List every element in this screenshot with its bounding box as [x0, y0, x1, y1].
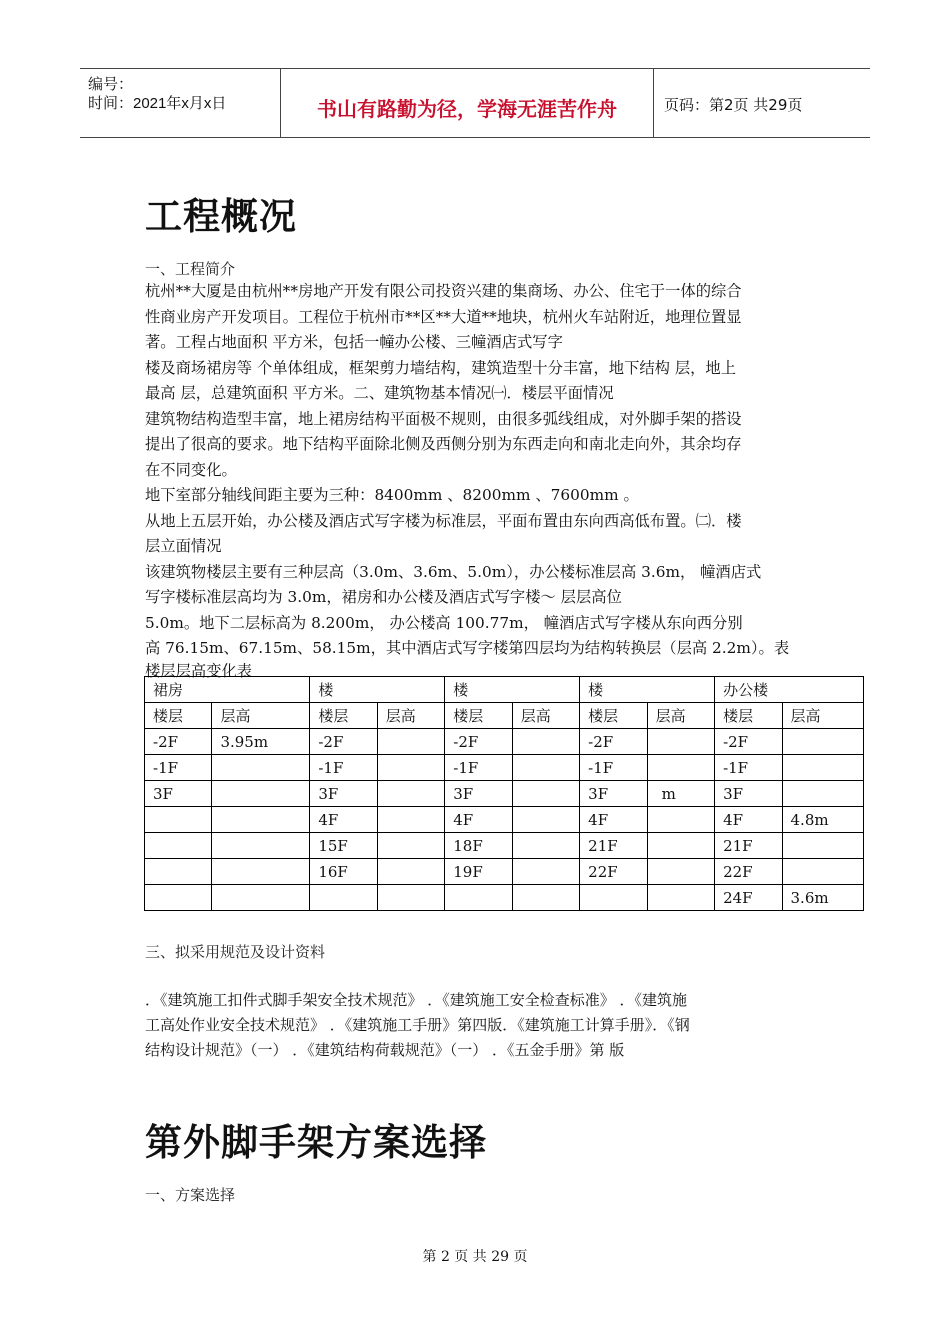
body-line: 著。工程占地面积 平方米，包括一幢办公楼、三幢酒店式写字	[145, 333, 563, 351]
table-cell	[647, 885, 714, 911]
table-group-header: 楼	[580, 677, 715, 703]
table-cell	[377, 729, 444, 755]
table-cell: 18F	[445, 833, 512, 859]
table-cell: -2F	[580, 729, 647, 755]
table-cell: 3F	[445, 781, 512, 807]
table-cell	[512, 755, 579, 781]
table-cell: -1F	[310, 755, 377, 781]
table-subheader: 楼层	[145, 703, 212, 729]
table-subheader: 层高	[782, 703, 863, 729]
table-row	[145, 729, 864, 755]
table-cell	[212, 859, 310, 885]
table-cell	[512, 729, 579, 755]
table-cell: 3.95m	[212, 729, 310, 755]
body-line: 地下室部分轴线间距主要为三种：8400mm 、8200mm 、7600mm 。	[145, 486, 639, 504]
table-cell	[310, 885, 377, 911]
table-cell: -2F	[310, 729, 377, 755]
table-group-header: 楼	[445, 677, 580, 703]
subsection-plan: 一、方案选择	[145, 1186, 236, 1204]
table-subheader: 层高	[212, 703, 310, 729]
table-cell: -1F	[580, 755, 647, 781]
table-cell: 4F	[715, 807, 782, 833]
page-header	[80, 68, 870, 138]
table-group-header: 裙房	[145, 677, 310, 703]
table-group-row	[145, 677, 864, 703]
table-cell: 24F	[715, 885, 782, 911]
table-cell	[377, 859, 444, 885]
table-cell	[782, 781, 863, 807]
table-cell: 16F	[310, 859, 377, 885]
body-line: 楼及商场裙房等 个单体组成，框架剪力墙结构，建筑造型十分丰富，地下结构 层，地上	[145, 358, 737, 377]
header-page-cell	[654, 69, 870, 137]
table-cell: -2F	[445, 729, 512, 755]
table-cell	[512, 781, 579, 807]
table-cell	[647, 833, 714, 859]
table-cell: 22F	[580, 859, 647, 885]
table-cell	[145, 833, 212, 859]
table-cell	[512, 859, 579, 885]
section-title-scaffold: 第外脚手架方案选择	[145, 1121, 487, 1164]
header-motto: 书山有路勤为径，学海无涯苦作舟	[317, 97, 617, 121]
table-row	[145, 755, 864, 781]
body-line: 从地上五层开始，办公楼及酒店式写字楼为标准层，平面布置由东向西高低布置。㈡．楼	[145, 511, 742, 530]
section-title-overview: 工程概况	[145, 195, 297, 238]
table-cell	[512, 833, 579, 859]
table-row	[145, 859, 864, 885]
table-row	[145, 833, 864, 859]
table-subheader: 层高	[377, 703, 444, 729]
references-list	[145, 988, 815, 1063]
table-cell	[580, 885, 647, 911]
table-cell	[445, 885, 512, 911]
table-cell	[145, 859, 212, 885]
body-line: 提出了很高的要求。地下结构平面除北侧及西侧分别为东西走向和南北走向外，其余均存	[145, 435, 742, 453]
table-subheader: 层高	[647, 703, 714, 729]
body-line: 最高 层，总建筑面积 平方米。二、建筑物基本情况㈠．楼层平面情况	[145, 384, 614, 402]
body-line: 5.0m。地下二层标高为 8.200m， 办公楼高 100.77m， 幢酒店式写字楼从东向西分别	[145, 613, 743, 632]
table-subheader: 楼层	[310, 703, 377, 729]
table-cell: 4.8m	[782, 807, 863, 833]
table-cell	[212, 781, 310, 807]
body-line: 写字楼标准层高均为 3.0m，裙房和办公楼及酒店式写字楼～ 层层高位	[145, 588, 622, 606]
table-cell	[782, 859, 863, 885]
body-line: 高 76.15m、67.15m、58.15m，其中酒店式写字楼第四层均为结构转换层（层高 2.2m）。表	[145, 639, 790, 657]
body-line: 该建筑物楼层主要有三种层高（3.0m、3.6m、5.0m），办公楼标准层高 3.6m， 幢酒店式	[145, 562, 762, 581]
header-page-number: 页码：第2页 共29页	[664, 96, 803, 114]
table-cell	[377, 781, 444, 807]
table-cell	[377, 807, 444, 833]
table-row	[145, 885, 864, 911]
table-cell: 3.6m	[782, 885, 863, 911]
table-cell: -2F	[715, 729, 782, 755]
table-cell	[647, 729, 714, 755]
table-cell: 15F	[310, 833, 377, 859]
table-subheader: 楼层	[715, 703, 782, 729]
table-row	[145, 807, 864, 833]
body-line: 杭州**大厦是由杭州**房地产开发有限公司投资兴建的集商场、办公、住宅于一体的综合	[145, 282, 742, 300]
reference-line: 工高处作业安全技术规范》 ．《建筑施工手册》第四版．《建筑施工计算手册》．《钢	[145, 1016, 690, 1034]
header-meta	[80, 69, 280, 137]
table-cell: 3F	[580, 781, 647, 807]
reference-line: ．《建筑施工扣件式脚手架安全技术规范》 ．《建筑施工安全检查标准》 ．《建筑施	[145, 991, 688, 1009]
table-cell: 21F	[715, 833, 782, 859]
table-subheader-row	[145, 703, 864, 729]
header-motto-cell	[280, 69, 654, 137]
table-cell	[212, 755, 310, 781]
table-cell: 4F	[310, 807, 377, 833]
page-footer: 第 2 页 共 29 页	[422, 1249, 528, 1265]
table-cell: 4F	[445, 807, 512, 833]
table-group-header: 办公楼	[715, 677, 864, 703]
table-cell: -1F	[145, 755, 212, 781]
table-subheader: 楼层	[580, 703, 647, 729]
table-cell: -2F	[145, 729, 212, 755]
table-cell	[782, 729, 863, 755]
table-cell	[145, 807, 212, 833]
table-cell	[145, 885, 212, 911]
table-cell: -1F	[715, 755, 782, 781]
body-line: 层立面情况	[145, 537, 222, 555]
table-cell	[647, 755, 714, 781]
subsection-intro: 一、工程简介	[145, 260, 236, 278]
table-cell: 3F	[715, 781, 782, 807]
floor-height-table	[144, 676, 864, 911]
table-cell	[212, 833, 310, 859]
reference-line: 结构设计规范》（一） ．《建筑结构荷载规范》（一） ．《五金手册》第 版	[145, 1041, 625, 1059]
table-cell	[377, 755, 444, 781]
table-cell: 22F	[715, 859, 782, 885]
table-cell	[512, 885, 579, 911]
table-cell: m	[647, 781, 714, 807]
doc-number-label: 编号：	[88, 76, 134, 93]
table-cell: -1F	[445, 755, 512, 781]
table-cell	[782, 755, 863, 781]
body-text	[145, 279, 810, 680]
doc-time-label: 时间：2021年x月x日	[88, 95, 227, 112]
table-cell: 3F	[145, 781, 212, 807]
table-cell	[377, 833, 444, 859]
table-cell	[212, 807, 310, 833]
table-cell: 4F	[580, 807, 647, 833]
table-cell	[782, 833, 863, 859]
table-subheader: 楼层	[445, 703, 512, 729]
table-cell	[512, 807, 579, 833]
table-group-header: 楼	[310, 677, 445, 703]
table-cell	[647, 807, 714, 833]
table-cell	[647, 859, 714, 885]
body-line: 建筑物结构造型丰富，地上裙房结构平面极不规则，由很多弧线组成，对外脚手架的搭设	[145, 409, 742, 428]
body-line: 楼层层高变化表	[145, 661, 253, 680]
subsection-standards: 三、拟采用规范及设计资料	[145, 943, 326, 961]
body-line: 性商业房产开发项目。工程位于杭州市**区**大道**地块，杭州火车站附近，地理位置显	[145, 307, 742, 326]
table-cell: 19F	[445, 859, 512, 885]
table-cell: 3F	[310, 781, 377, 807]
table-cell: 21F	[580, 833, 647, 859]
body-line: 在不同变化。	[145, 460, 237, 479]
table-cell	[212, 885, 310, 911]
table-subheader: 层高	[512, 703, 579, 729]
table-cell	[377, 885, 444, 911]
table-row	[145, 781, 864, 807]
